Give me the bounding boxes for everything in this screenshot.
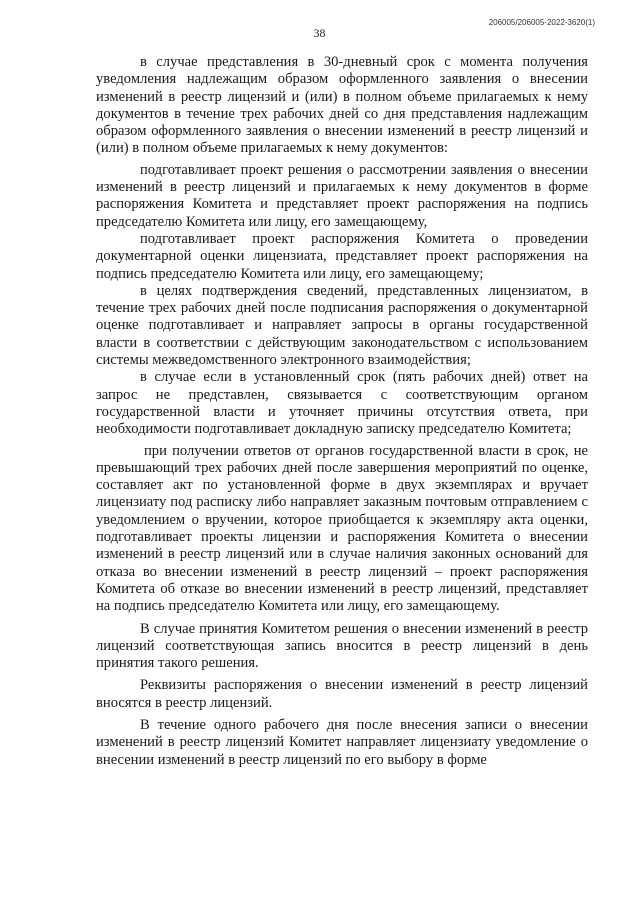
- document-code: 206005/206005-2022-3620(1): [488, 18, 595, 27]
- paragraph-requisites: Реквизиты распоряжения о внесении изменений в реестр лицензий вносятся в реестр лицензий.: [96, 677, 588, 711]
- paragraph-decision-entry: В случае принятия Комитетом решения о внесении изменений в реестр лицензий соответствующая запись вносится в реестр лицензий в день принятия такого решения.: [96, 620, 588, 672]
- paragraph-receive-answers: при получении ответов от органов государственной власти в срок, не превышающий трех рабочих дней после завершения мероприятий по оценке, составляет акт по установленной форме в двух экземплярах и вручает лицензиату под расписку либо направляет заказным почтовым отправлением с уведомлением о вручении, которое приобщается к экземпляру акта оценки, подготавливает проекты лицензии и распоряжения Комитета о внесении изменений в реестр лицензий или в случае наличия законных оснований для отказа во внесении изменений в реестр лицензий – проект распоряжения Комитета об отказе во внесении изменений в реестр лицензий, представляет на подпись председателю Комитета или лицу, его замещающему.: [96, 442, 588, 615]
- page-number: 38: [313, 26, 326, 40]
- paragraph-notification: В течение одного рабочего дня после внесения записи о внесении изменений в реестр лицензий Комитет направляет лицензиату уведомление о внесении изменений в реестр лицензий по его выбору в форме: [96, 716, 588, 768]
- paragraph-no-response: в случае если в установленный срок (пять рабочих дней) ответ на запрос не представлен, связывается с соответствующим органом государственной власти и уточняет причины отсутствия ответа, при необходимости подготавливает докладную записку председателю Комитета;: [96, 369, 588, 438]
- paragraph-requests: в целях подтверждения сведений, представленных лицензиатом, в течение трех рабочих дней после подписания распоряжения о документарной оценке подготавливает и направляет запросы в органы государственной власти в соответствии с действующим законодательством с использованием системы межведомственного электронного взаимодействия;: [96, 282, 588, 369]
- paragraph-prepare-decision: подготавливает проект решения о рассмотрении заявления о внесении изменений в реестр лицензий и прилагаемых к нему документов в форме распоряжения Комитета и представляет проект распоряжения на подпись председателю Комитета или лицу, его замещающему,: [96, 161, 588, 230]
- document-body: [96, 54, 588, 769]
- paragraph-submission-case: в случае представления в 30-дневный срок с момента получения уведомления надлежащим образом оформленного заявления о внесении изменений в реестр лицензий и (или) в полном объеме прилагаемых к нему документов в течение трех рабочих дней со дня представления надлежащим образом оформленного заявления о внесении изменений в реестр лицензий и (или) в полном объеме прилагаемых к нему документов:: [96, 54, 588, 157]
- paragraph-prepare-order: подготавливает проект распоряжения Комитета о проведении документарной оценки лицензиата, представляет проект распоряжения на подпись председателю Комитета или лицу, его замещающему;: [96, 230, 588, 282]
